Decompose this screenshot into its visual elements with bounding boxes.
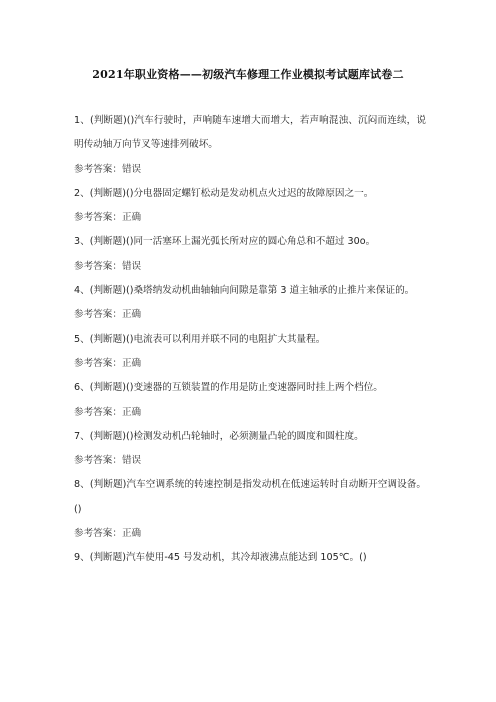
answer-value: 正确: [121, 357, 142, 369]
answer-value: 正确: [121, 406, 142, 418]
document-title: 2021年职业资格——初级汽车修理工作业模拟考试题库试卷二: [92, 68, 404, 81]
question-3: 3、(判断题)()同一活塞环上漏光弧长所对应的圆心角总和不超过 30o。: [74, 236, 376, 248]
answer-5: [74, 352, 426, 376]
question-5: 5、(判断题)()电流表可以利用并联不同的电阻扩大其量程。: [74, 333, 326, 345]
answer-value: 错误: [121, 260, 142, 272]
answer-2: [74, 206, 426, 230]
question-list: [74, 109, 426, 571]
answer-8: [74, 522, 426, 546]
answer-6: [74, 401, 426, 425]
answer-prefix: 参考答案：: [74, 309, 122, 321]
answer-4: [74, 303, 426, 327]
answer-value: 正确: [121, 528, 142, 540]
answer-value: 正确: [121, 212, 142, 224]
answer-7: [74, 449, 426, 473]
answer-value: 错误: [121, 455, 142, 467]
question-1: 1、(判断题)()汽车行驶时，声响随车速增大而增大，若声响混浊、沉闷而连续，说明传动轴万向节叉等速排列破坏。: [74, 115, 426, 151]
question-4: 4、(判断题)()桑塔纳发动机曲轴轴向间隙是靠第 3 道主轴承的止推片来保证的。: [74, 285, 415, 297]
question-9: 9、(判断题)汽车使用-45 号发动机，其冷却液沸点能达到 105℃。(): [74, 552, 367, 564]
question-8: 8、(判断题)汽车空调系统的转速控制是指发动机在低速运转时自动断开空调设备。(): [74, 479, 426, 515]
answer-prefix: 参考答案：: [74, 163, 122, 175]
answer-1: [74, 158, 426, 182]
question-2: 2、(判断题)()分电器固定螺钉松动是发动机点火过迟的故障原因之一。: [74, 187, 374, 199]
answer-value: 错误: [121, 163, 142, 175]
question-6: 6、(判断题)()变速器的互锁装置的作用是防止变速器同时挂上两个档位。: [74, 382, 383, 394]
answer-value: 正确: [121, 309, 142, 321]
answer-prefix: 参考答案：: [74, 528, 122, 540]
answer-prefix: 参考答案：: [74, 357, 122, 369]
answer-prefix: 参考答案：: [74, 455, 122, 467]
answer-prefix: 参考答案：: [74, 212, 122, 224]
question-7: 7、(判断题)()检测发动机凸轮轴时，必须测量凸轮的圆度和圆柱度。: [74, 430, 364, 442]
answer-3: [74, 255, 426, 279]
answer-prefix: 参考答案：: [74, 260, 122, 272]
answer-prefix: 参考答案：: [74, 406, 122, 418]
